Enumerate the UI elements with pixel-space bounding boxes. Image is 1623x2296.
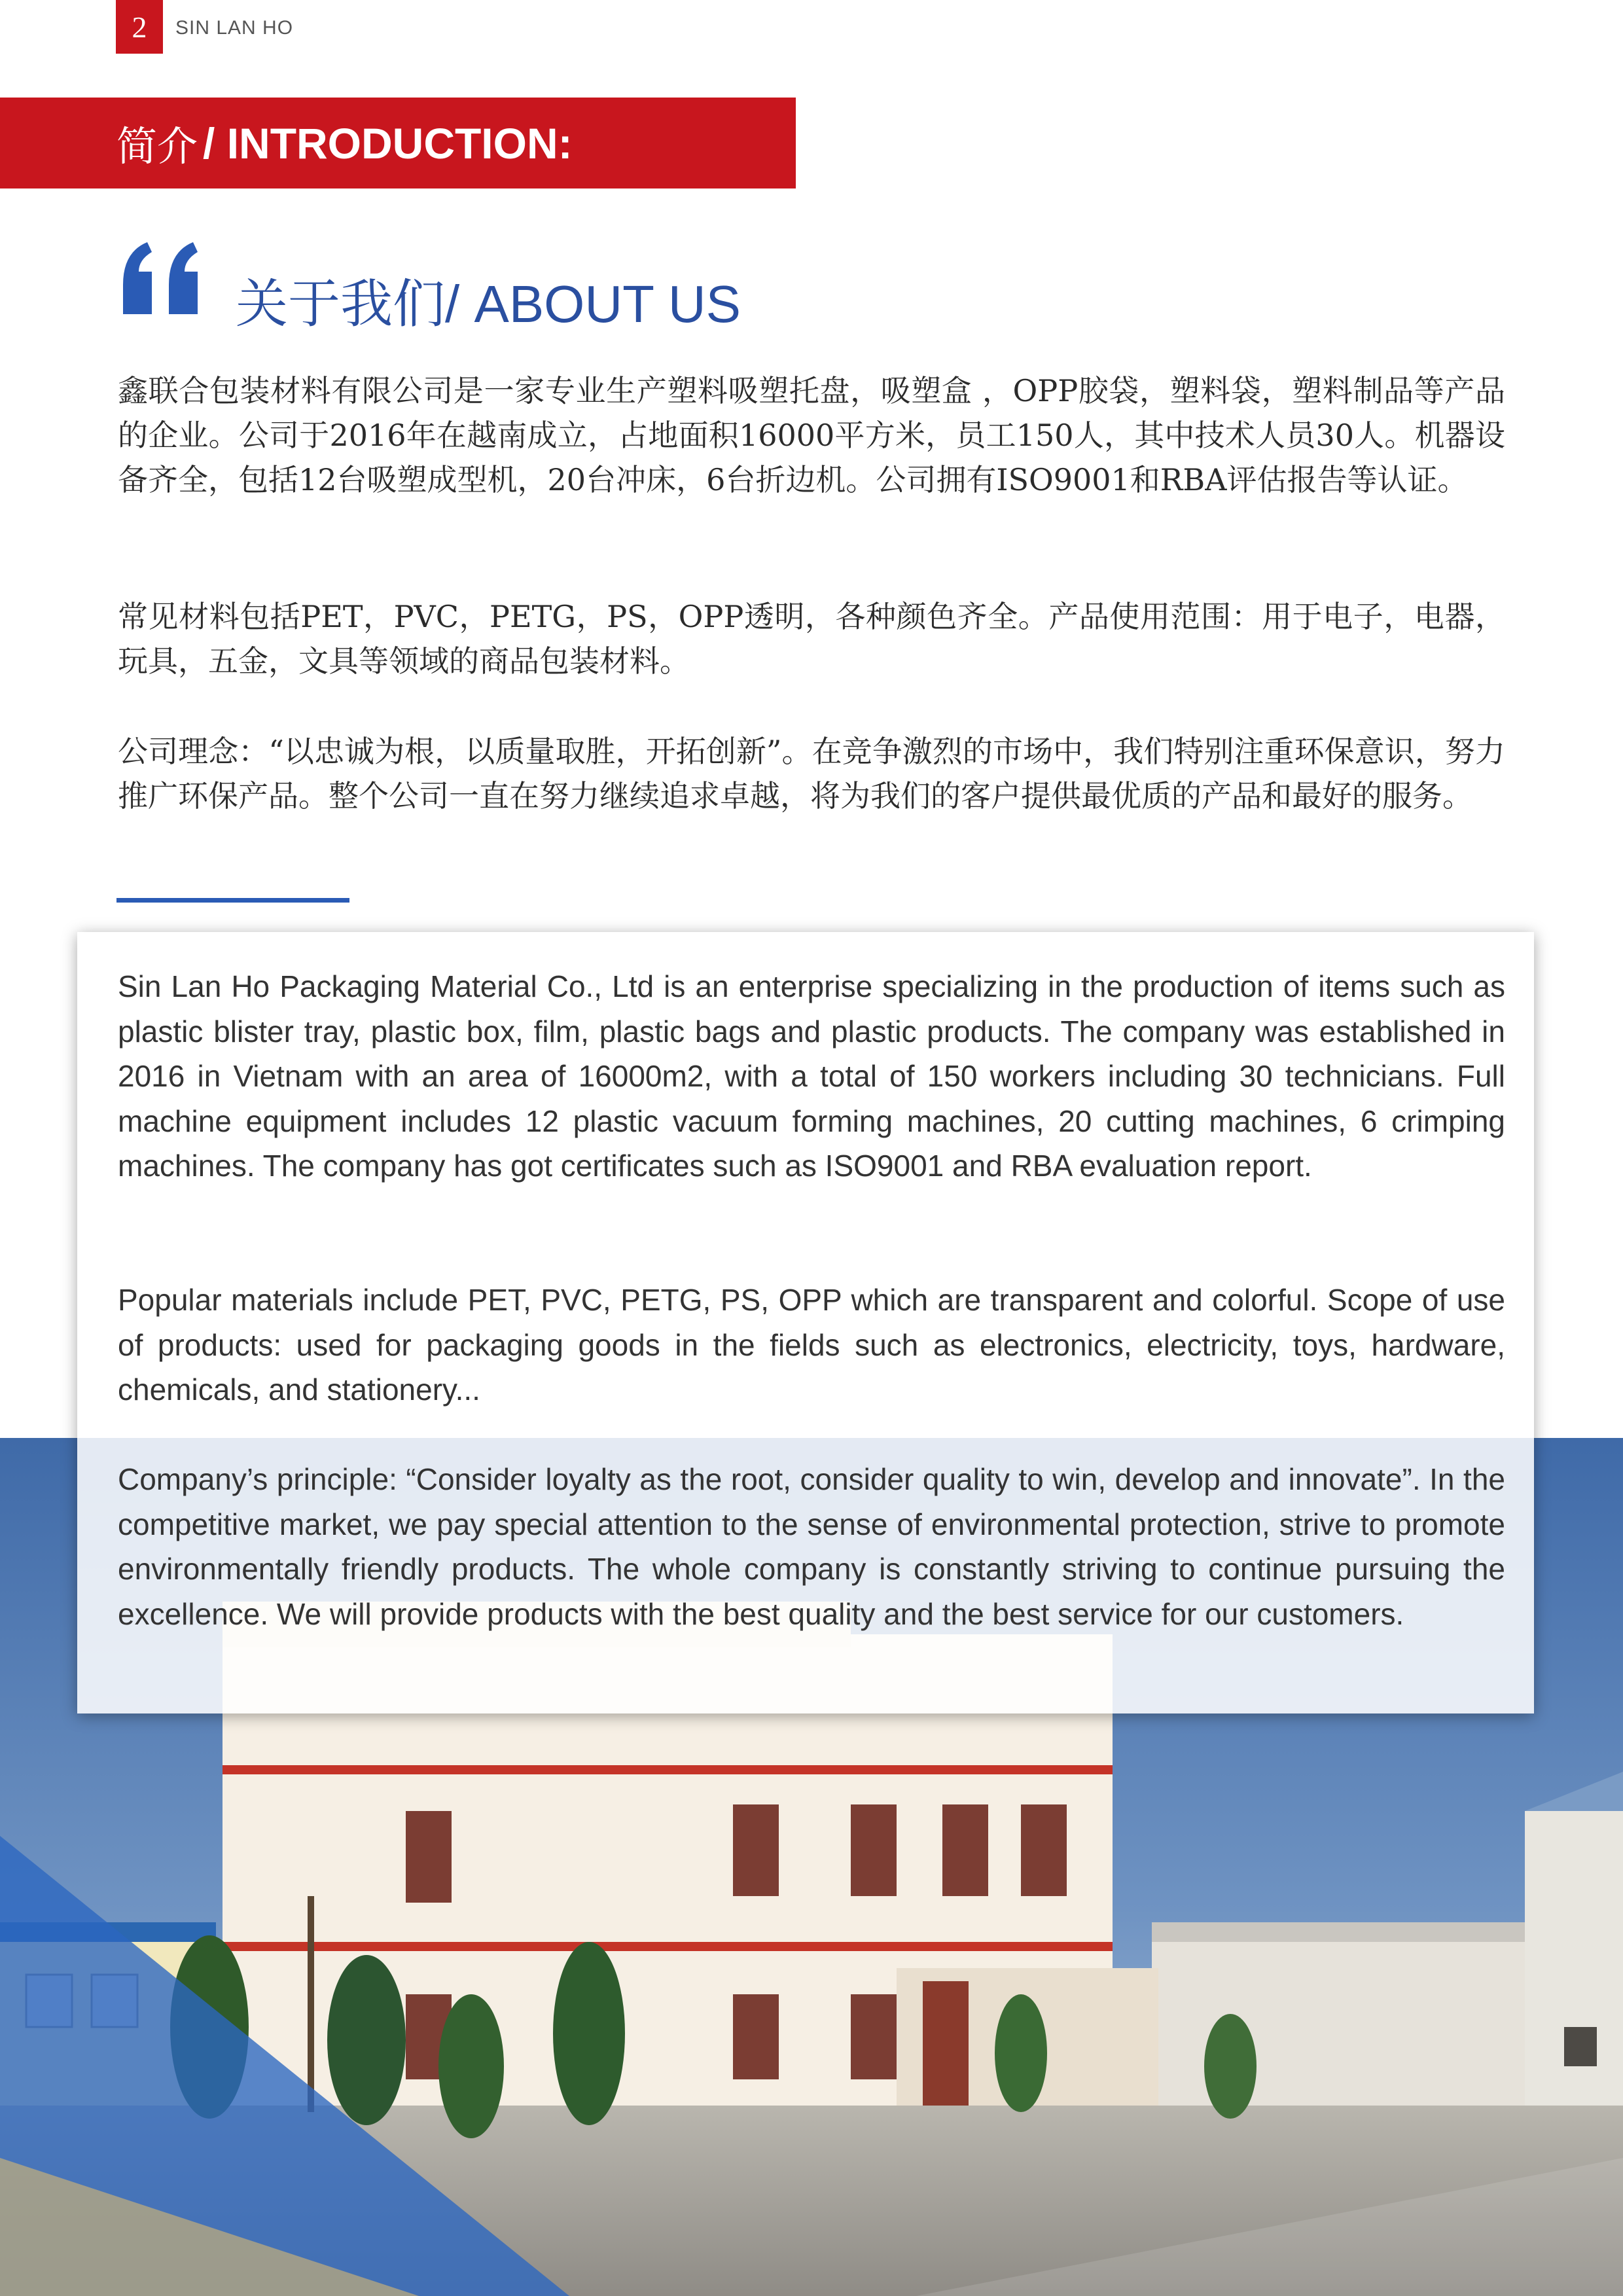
about-paragraph-en-2: Popular materials include PET, PVC, PETG, PS, OPP which are transparent and colorful. Scope of use of products: used for packaging goods in the fields such as electronics, electricity, toys, hardware, chemicals, and stationery...: [118, 1283, 1505, 1407]
introduction-title-en: / INTRODUCTION:: [203, 118, 573, 168]
about-paragraph-cn-3: 公司理念：“以忠诚为根，以质量取胜，开拓创新”。在竞争激烈的市场中，我们特别注重环保意识，努力推广环保产品。整个公司一直在努力继续追求卓越，将为我们的客户提供最优质的产品和最好的服务。: [118, 734, 1505, 814]
about-title-en: / ABOUT US: [445, 275, 741, 333]
about-paragraph-cn-1: 鑫联合包装材料有限公司是一家专业生产塑料吸塑托盘，吸塑盒 ，OPP胶袋，塑料袋，塑料制品等产品的企业。公司于2016年在越南成立，占地面积16000平方米，员工150人，其中技术人员30人。机器设备齐全，包括12台吸塑成型机，20台冲床，6台折边机。公司拥有ISO9001和RBA评估报告等认证。: [118, 373, 1505, 497]
about-paragraph-en-3: Company’s principle: “Consider loyalty as the root, consider quality to win, develop and innovate”. In the competitive market, we pay special attention to the sense of environmental protection, strive to promote environmentally friendly products. The whole company is constantly striving to continue pursuing the excellence. We will provide products with the best quality and the best service for our customers.: [118, 1462, 1505, 1631]
about-title-cn: 关于我们: [236, 274, 445, 334]
about-title: [236, 262, 741, 337]
section-divider: [116, 898, 349, 903]
introduction-title-cn: 简介: [116, 122, 198, 170]
page-number: 2: [116, 0, 163, 54]
introduction-banner: [0, 98, 796, 188]
quote-icon: [111, 206, 209, 331]
about-paragraph-cn-2: 常见材料包括PET，PVC，PETG，PS，OPP透明，各种颜色齐全。产品使用范围：用于电子，电器，玩具，五金，文具等领域的商品包装材料。: [118, 599, 1505, 679]
brand-name: SIN LAN HO: [175, 17, 294, 39]
about-paragraph-en-1: Sin Lan Ho Packaging Material Co., Ltd is an enterprise specializing in the production of items such as plastic blister tray, plastic box, film, plastic bags and plastic products. The company was established in 2016 in Vietnam with an area of 16000m2, with a total of 150 workers including 30 technicians. Full machine equipment includes 12 plastic vacuum forming machines, 20 cutting machines, 6 crimping machines. The company has got certificates such as ISO9001 and RBA evaluation report.: [118, 969, 1505, 1183]
